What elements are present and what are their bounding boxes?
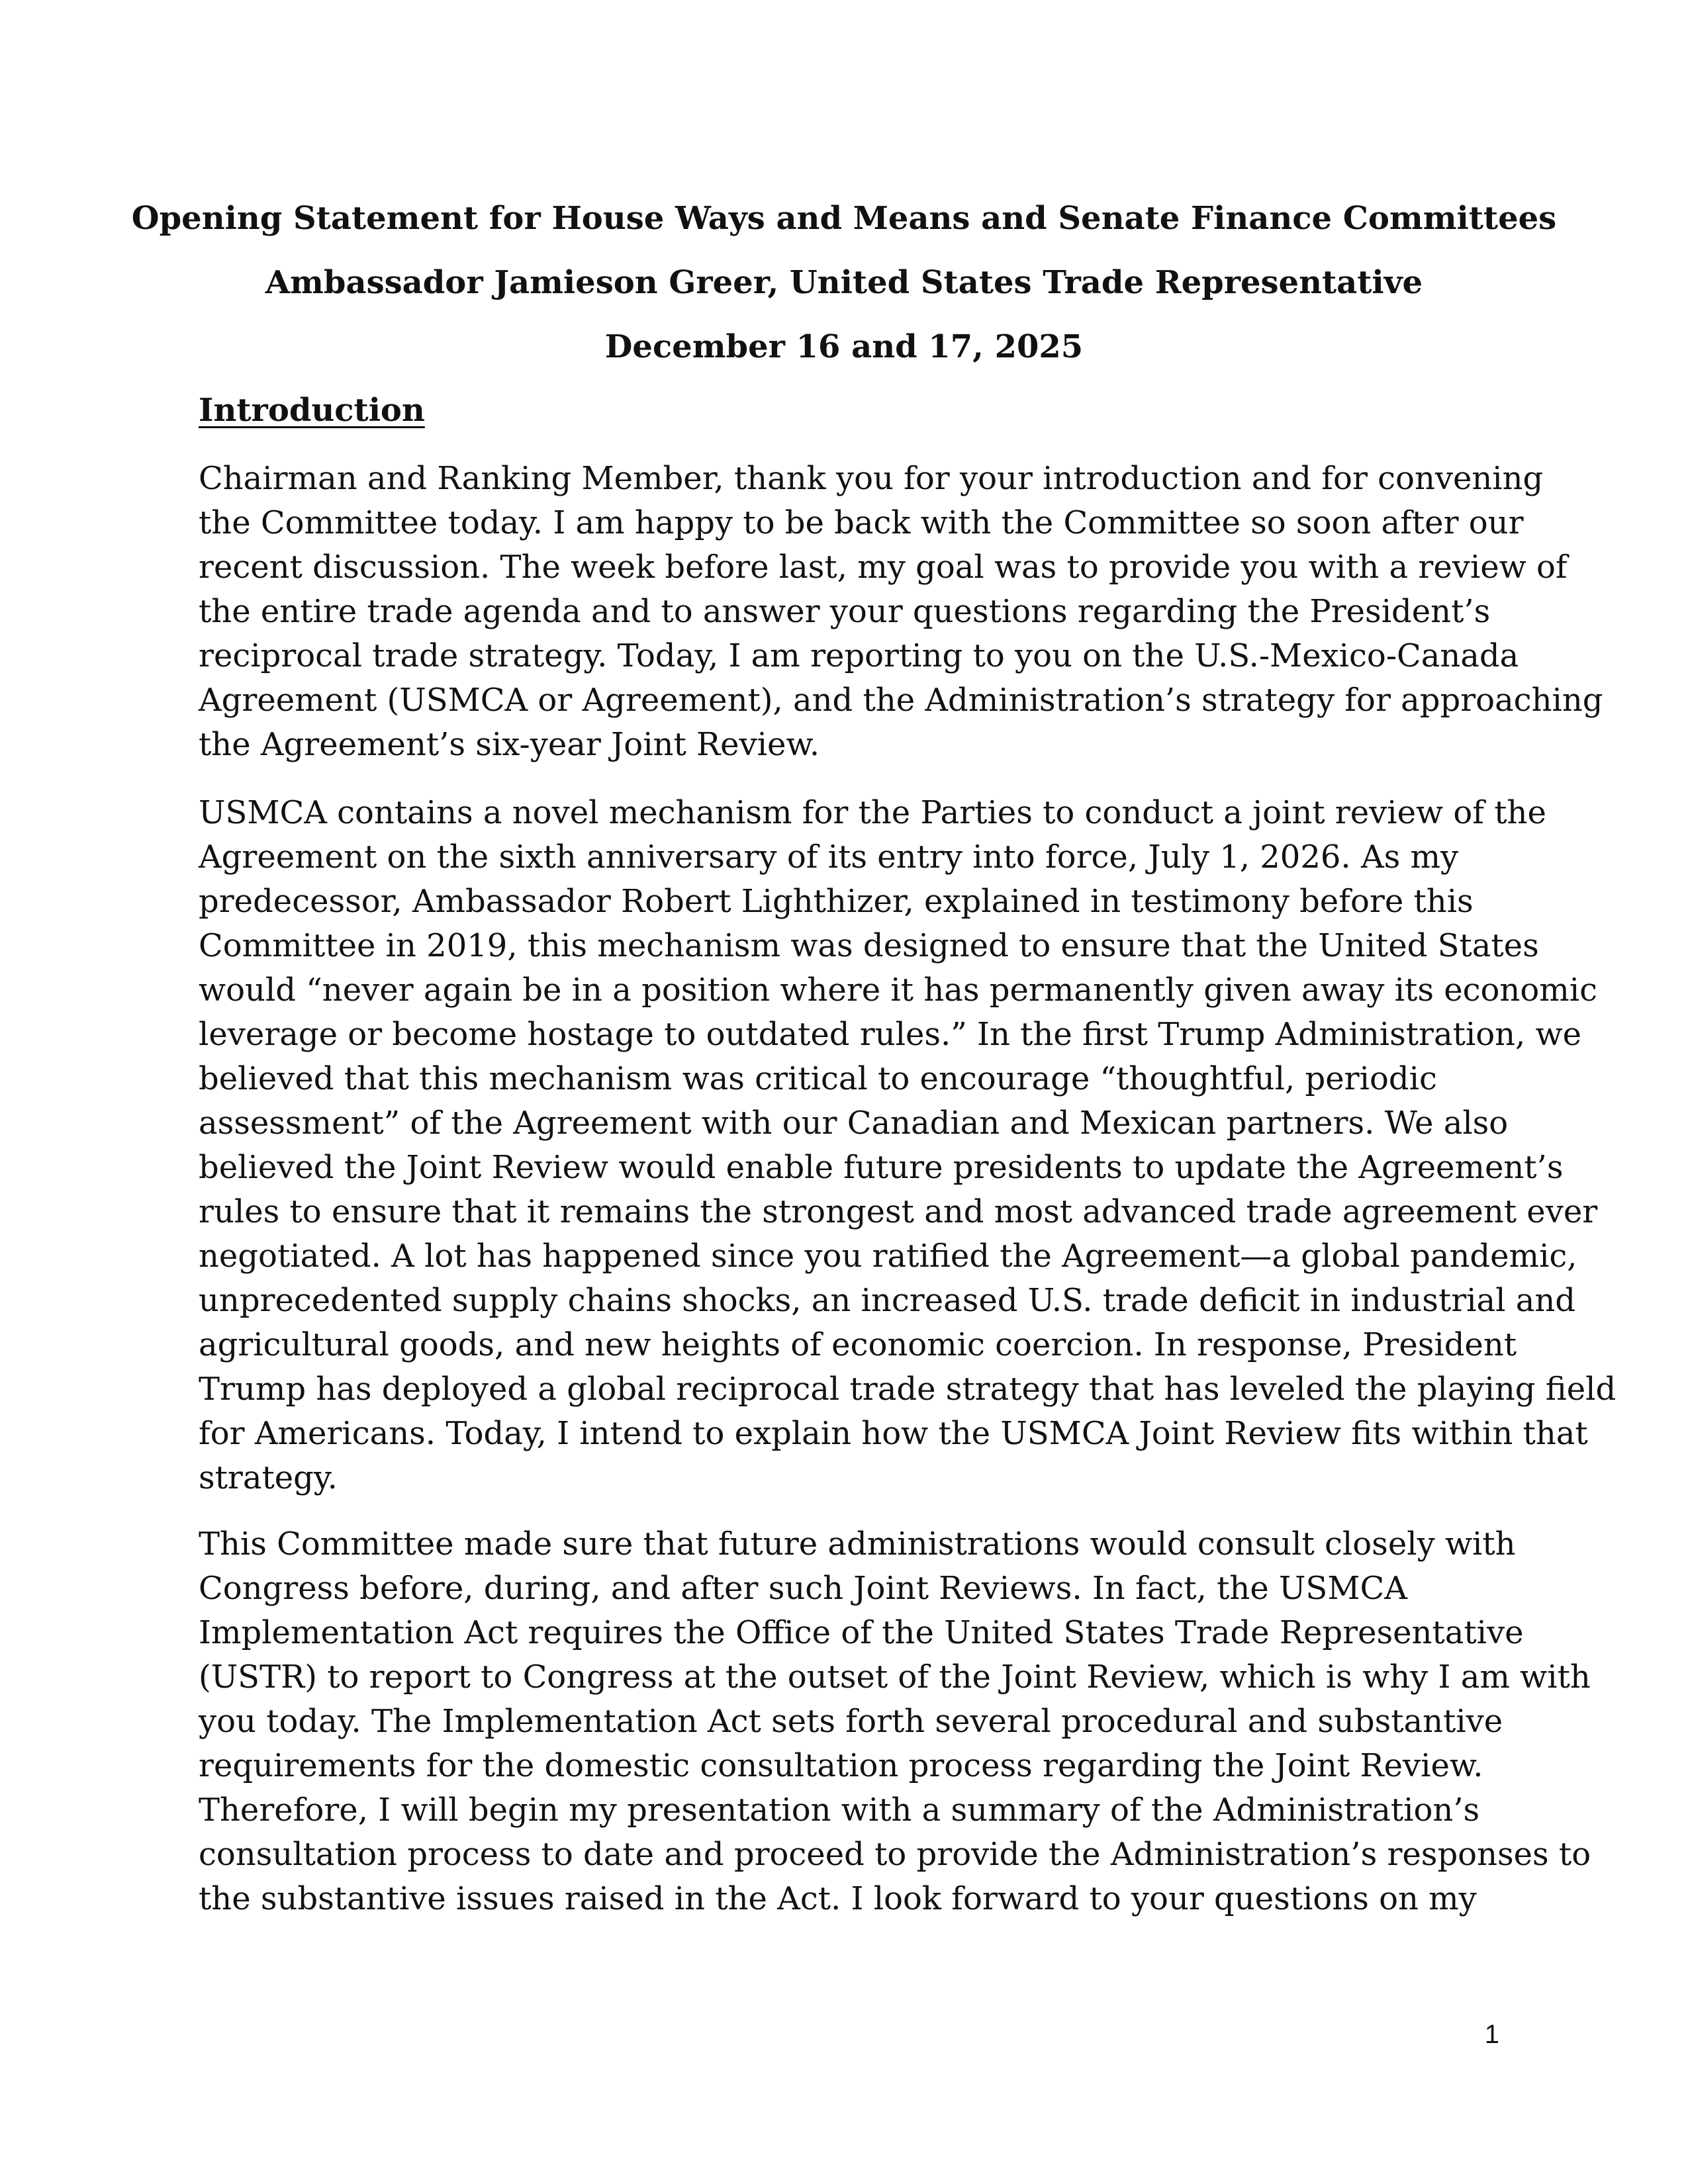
- paragraph-line: strategy.: [199, 1459, 338, 1496]
- paragraph-line: Therefore, I will begin my presentation with a summary of the Administration’s: [199, 1792, 1480, 1829]
- paragraph-line: Agreement on the sixth anniversary of its entry into force, July 1, 2026. As my: [199, 839, 1459, 876]
- paragraph-line: reciprocal trade strategy. Today, I am reporting to you on the U.S.-Mexico-Canada: [199, 637, 1519, 674]
- paragraph-line: the entire trade agenda and to answer your questions regarding the President’s: [199, 593, 1491, 630]
- paragraph-line: Chairman and Ranking Member, thank you for your introduction and for convening: [199, 460, 1544, 497]
- paragraph-line: Committee in 2019, this mechanism was designed to ensure that the United States: [199, 927, 1539, 964]
- paragraph-line: unprecedented supply chains shocks, an increased U.S. trade deficit in industrial and: [199, 1282, 1576, 1319]
- paragraph-line: (USTR) to report to Congress at the outset of the Joint Review, which is why I am with: [199, 1659, 1591, 1696]
- paragraph-line: leverage or become hostage to outdated rules.” In the first Trump Administration, we: [199, 1016, 1582, 1053]
- paragraph-line: negotiated. A lot has happened since you ratified the Agreement—a global pandemic,: [199, 1238, 1577, 1275]
- document-date-line: December 16 and 17, 2025: [604, 328, 1084, 365]
- paragraph-line: the Agreement’s six-year Joint Review.: [199, 726, 820, 763]
- paragraph-line: Implementation Act requires the Office of the United States Trade Representative: [199, 1614, 1524, 1651]
- paragraph-line: This Committee made sure that future administrations would consult closely with: [199, 1525, 1516, 1563]
- paragraph-opening: [199, 457, 1603, 767]
- paragraph-joint-review-mechanism: [199, 791, 1617, 1500]
- paragraph-line: Agreement (USMCA or Agreement), and the Administration’s strategy for approaching: [199, 682, 1603, 719]
- paragraph-line: rules to ensure that it remains the strongest and most advanced trade agreement ever: [199, 1193, 1598, 1230]
- section-heading-introduction: Introduction: [199, 392, 425, 429]
- paragraph-line: the substantive issues raised in the Act. I look forward to your questions on my: [199, 1880, 1477, 1917]
- paragraph-line: believed the Joint Review would enable future presidents to update the Agreement’s: [199, 1149, 1564, 1186]
- paragraph-line: requirements for the domestic consultation process regarding the Joint Review.: [199, 1747, 1483, 1784]
- paragraph-line: assessment” of the Agreement with our Canadian and Mexican partners. We also: [199, 1105, 1509, 1142]
- paragraph-line: would “never again be in a position where it has permanently given away its economic: [199, 972, 1597, 1009]
- paragraph-line: agricultural goods, and new heights of economic coercion. In response, President: [199, 1326, 1517, 1363]
- document-author-line: Ambassador Jamieson Greer, United States Trade Representative: [265, 264, 1423, 301]
- paragraph-line: Trump has deployed a global reciprocal trade strategy that has leveled the playing field: [199, 1371, 1617, 1408]
- paragraph-line: recent discussion. The week before last, my goal was to provide you with a review of: [199, 549, 1568, 586]
- document-title: Opening Statement for House Ways and Means and Senate Finance Committees: [131, 200, 1557, 237]
- paragraph-line: the Committee today. I am happy to be back with the Committee so soon after our: [199, 504, 1524, 541]
- paragraph-congressional-consultation: [199, 1522, 1591, 1921]
- paragraph-line: for Americans. Today, I intend to explain how the USMCA Joint Review fits within that: [199, 1415, 1588, 1452]
- paragraph-line: predecessor, Ambassador Robert Lighthizer, explained in testimony before this: [199, 883, 1474, 920]
- page-number: 1: [1484, 2020, 1499, 2049]
- paragraph-line: consultation process to date and proceed to provide the Administration’s responses to: [199, 1836, 1591, 1873]
- paragraph-line: you today. The Implementation Act sets forth several procedural and substantive: [199, 1703, 1503, 1740]
- paragraph-line: believed that this mechanism was critical to encourage “thoughtful, periodic: [199, 1060, 1437, 1097]
- paragraph-line: USMCA contains a novel mechanism for the Parties to conduct a joint review of the: [199, 794, 1546, 831]
- paragraph-line: Congress before, during, and after such Joint Reviews. In fact, the USMCA: [199, 1570, 1407, 1607]
